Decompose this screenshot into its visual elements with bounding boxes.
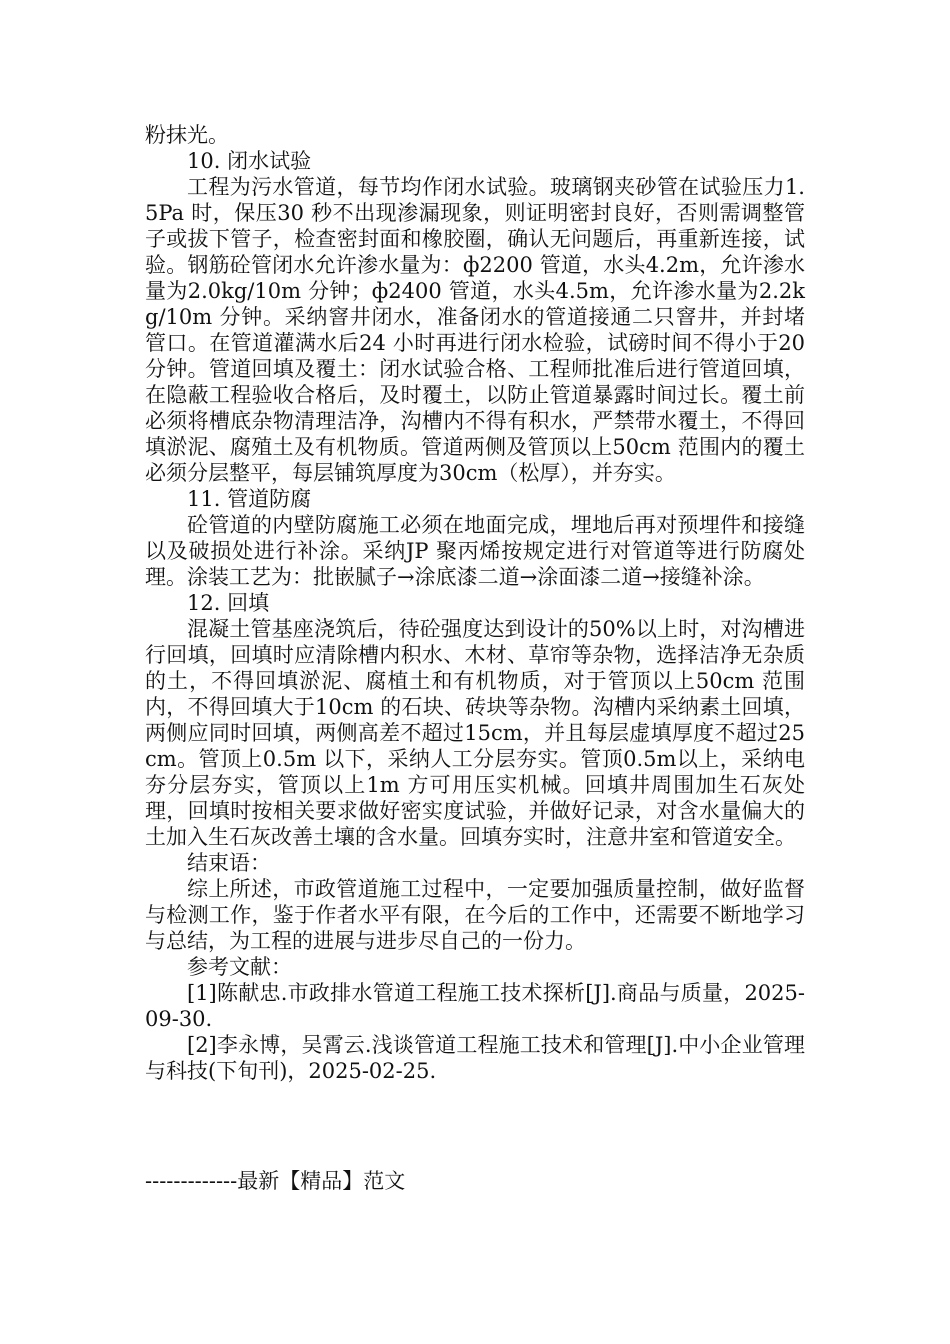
section-heading-10: 10. 闭水试验: [187, 149, 312, 173]
paragraph-conclusion: 综上所述，市政管道施工过程中，一定要加强质量控制，做好监督与检测工作，鉴于作者水平有限，在今后的工作中，还需要不断地学习与总结，为工程的进展与进步尽自己的一份力。: [145, 877, 805, 953]
paragraph-anticorrosion: 砼管道的内壁防腐施工必须在地面完成，埋地后再对预埋件和接缝以及破损处进行补涂。采纳JP 聚丙烯按规定进行对管道等进行防腐处理。涂装工艺为：批嵌腻子→涂底漆二道→涂面漆二道→接缝补涂。: [145, 513, 805, 589]
paragraph-backfill: 混凝土管基座浇筑后，待砼强度达到设计的50%以上时，对沟槽进行回填，回填时应清除槽内积水、木材、草帘等杂物，选择洁净无杂质的土，不得回填淤泥、腐植土和有机物质，对于管顶以上50cm 范围内，不得回填大于10cm 的石块、砖块等杂物。沟槽内采纳素土回填，两侧应同时回填，两侧高差不超过15cm，并且每层虚填厚度不超过25cm。管顶上0.5m 以下，采纳人工分层夯实。管顶0.5m以上，采纳电夯分层夯实，管顶以上1m 方可用压实机械。回填井周围加生石灰处理，回填时按相关要求做好密实度试验，并做好记录，对含水量偏大的土加入生石灰改善土壤的含水量。回填夯实时，注意井室和管道安全。: [145, 617, 805, 849]
section-heading-12: 12. 回填: [187, 591, 270, 615]
conclusion-heading: 结束语：: [187, 851, 271, 875]
page-footer: -------------最新【精品】范文: [145, 1169, 406, 1193]
references-heading: 参考文献：: [187, 955, 292, 979]
paragraph-continuation: 粉抹光。: [145, 123, 229, 147]
reference-1: [1]陈献忠.市政排水管道工程施工技术探析[J].商品与质量，2025-09-30.: [145, 981, 805, 1031]
section-heading-11: 11. 管道防腐: [187, 487, 312, 511]
reference-2: [2]李永博，吴霄云.浅谈管道工程施工技术和管理[J].中小企业管理与科技(下旬刊)，2025-02-25.: [145, 1033, 805, 1083]
document-body: [145, 122, 805, 1084]
paragraph-water-test: 工程为污水管道，每节均作闭水试验。玻璃钢夹砂管在试验压力1.5Pa 时，保压30 秒不出现渗漏现象，则证明密封良好，否则需调整管子或拔下管子，检查密封面和橡胶圈，确认无问题后，再重新连接，试验。钢筋砼管闭水允许渗水量为：ф2200 管道，水头4.2m，允许渗水量为2.0kg/10m 分钟；ф2400 管道，水头4.5m，允许渗水量为2.2kg/10m 分钟。采纳窨井闭水，准备闭水的管道接通二只窨井，并封堵管口。在管道灌满水后24 小时再进行闭水检验，试磅时间不得小于20 分钟。管道回填及覆土：闭水试验合格、工程师批准后进行管道回填，在隐蔽工程验收合格后，及时覆土，以防止管道暴露时间过长。覆土前必须将槽底杂物清理洁净，沟槽内不得有积水，严禁带水覆土，不得回填淤泥、腐殖土及有机物质。管道两侧及管顶以上50cm 范围内的覆土必须分层整平，每层铺筑厚度为30cm（松厚），并夯实。: [145, 175, 805, 485]
